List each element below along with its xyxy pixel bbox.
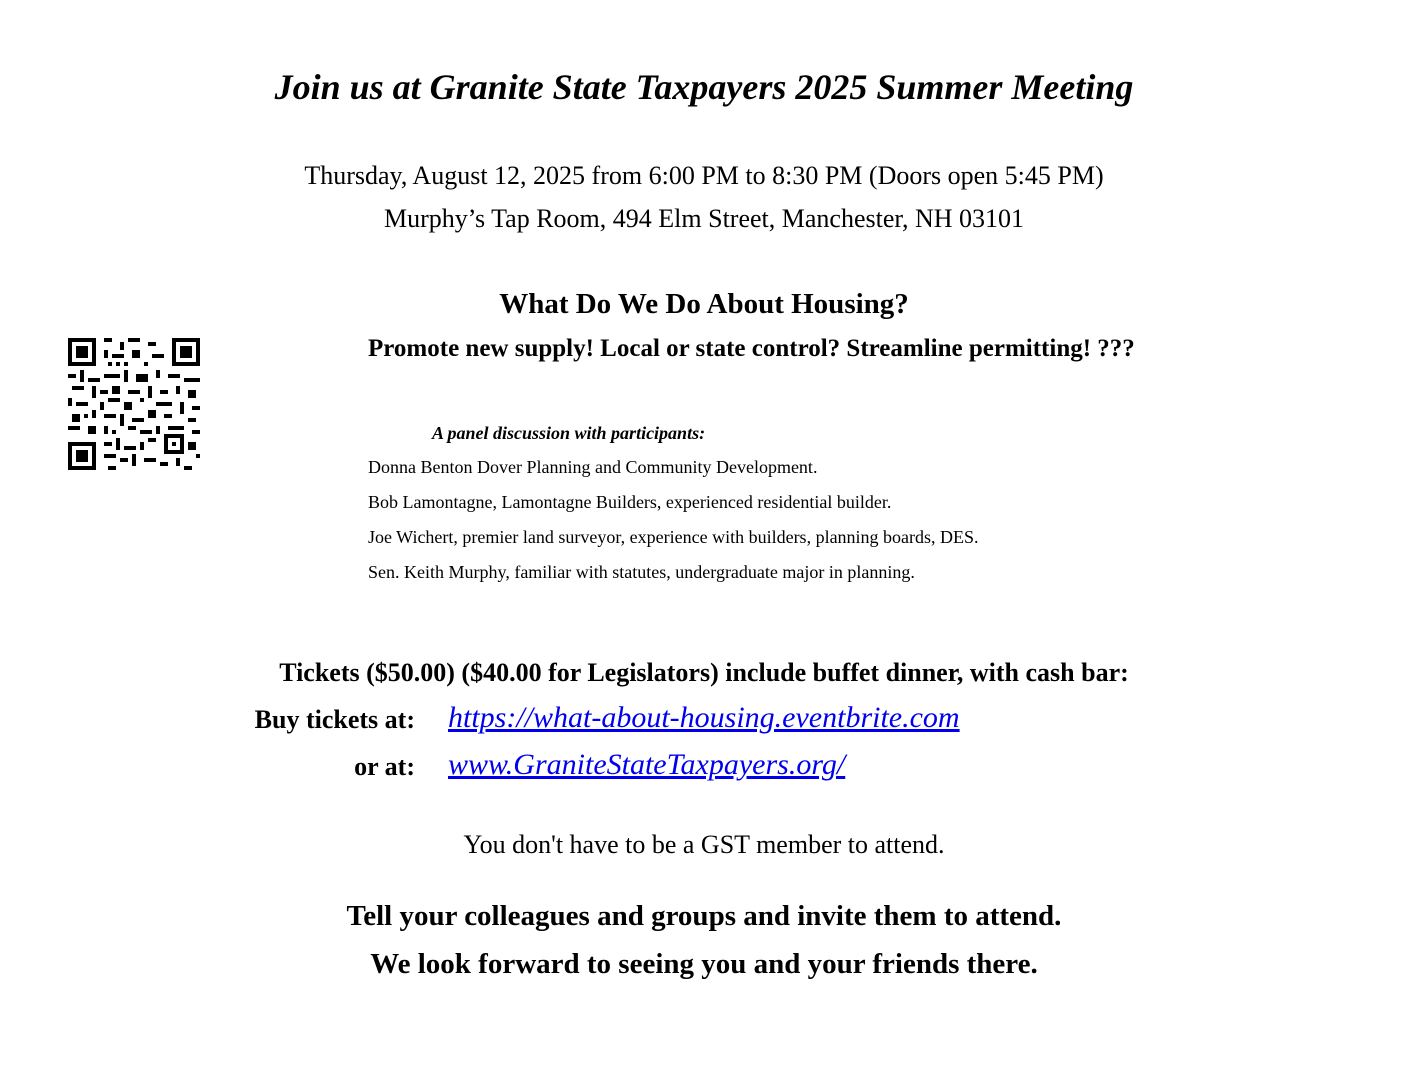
- event-datetime: Thursday, August 12, 2025 from 6:00 PM to 8:30 PM (Doors open 5:45 PM): [304, 161, 1104, 190]
- participant-item: Sen. Keith Murphy, familiar with statutes, undergraduate major in planning.: [368, 562, 915, 582]
- event-location: Murphy’s Tap Room, 494 Elm Street, Manchester, NH 03101: [383, 204, 1025, 233]
- ticket-info: Tickets ($50.00) ($40.00 for Legislators) include buffet dinner, with cash bar:: [279, 658, 1129, 687]
- membership-note: You don't have to be a GST member to attend.: [463, 830, 945, 859]
- participant-item: Joe Wichert, premier land surveyor, experience with builders, planning boards, DES.: [368, 527, 979, 547]
- participant-item: Donna Benton Dover Planning and Community Development.: [368, 457, 818, 477]
- closing-line-2: We look forward to seeing you and your friends there.: [370, 948, 1038, 980]
- buy-tickets-label: Buy tickets at:: [254, 705, 415, 734]
- participant-item: Bob Lamontagne, Lamontagne Builders, experienced residential builder.: [368, 492, 892, 512]
- page-title: Join us at Granite State Taxpayers 2025 Summer Meeting: [274, 67, 1134, 107]
- topic-subheading: Promote new supply! Local or state control? Streamline permitting! ???: [368, 335, 1135, 362]
- gst-website-link[interactable]: www.GraniteStateTaxpayers.org/: [448, 748, 846, 781]
- eventbrite-link[interactable]: https://what-about-housing.eventbrite.com: [448, 701, 960, 734]
- qr-code-icon[interactable]: [68, 338, 200, 470]
- panel-intro: A panel discussion with participants:: [432, 423, 706, 443]
- topic-heading: What Do We Do About Housing?: [499, 288, 909, 320]
- closing-line-1: Tell your colleagues and groups and invite them to attend.: [346, 900, 1062, 932]
- alt-tickets-label: or at:: [354, 752, 415, 781]
